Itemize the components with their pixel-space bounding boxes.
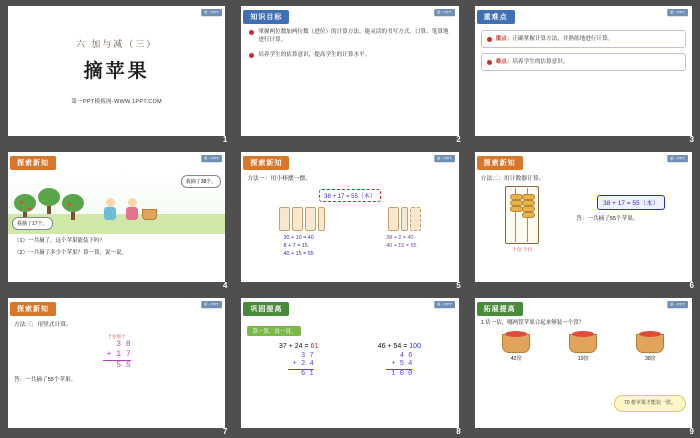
basket-label: 38筐	[644, 355, 656, 362]
section-tab: 探索新知	[477, 156, 523, 170]
method-label: 方法一：用小棒摆一摆。	[247, 176, 312, 182]
slide-3	[475, 6, 692, 136]
section-tab: 探索新知	[10, 156, 56, 170]
slide-cell-9[interactable]	[467, 292, 700, 438]
answer-text: 答：一共摘了55个苹果。	[14, 377, 77, 383]
speech-bubble-right: 我摘了38个。	[181, 175, 222, 188]
abacus-illustration	[505, 186, 539, 244]
boy-body	[104, 207, 116, 220]
difficulty-label: 难点：	[495, 59, 513, 66]
addend-1: 4 6	[399, 352, 413, 360]
vertical-calculation	[103, 340, 131, 371]
abacus-label-tens: 十位	[512, 248, 522, 253]
slide-2	[241, 6, 458, 136]
apple-icon	[20, 201, 23, 204]
page-number: 1	[222, 135, 228, 144]
basket-icon	[142, 209, 157, 220]
slide-cell-8[interactable]	[233, 292, 466, 438]
vertical-calculation-left	[288, 352, 314, 378]
section-tab: 探索新知	[243, 156, 289, 170]
addend-2: + 1 7	[103, 350, 131, 361]
exercise-1-expr: 37 + 24 =	[279, 343, 309, 350]
basket-label: 19筐	[577, 355, 589, 362]
girl-head	[128, 198, 137, 207]
section-tab: 拓展提高	[477, 302, 523, 316]
slide-9	[475, 298, 692, 428]
slide-cell-4[interactable]	[0, 146, 233, 292]
slide-4	[8, 152, 225, 282]
slide-cell-3[interactable]	[467, 0, 700, 146]
key-point-label: 重点：	[495, 36, 513, 42]
slide-1	[8, 6, 225, 136]
speech-bubble-left: 我摘了17个。	[12, 217, 53, 230]
basket-item	[569, 334, 597, 362]
sticks-group-right	[388, 207, 421, 231]
calc-step: 40 + 15 = 55	[386, 243, 417, 250]
abacus-label-ones: 个位	[523, 248, 533, 253]
addend-1: 3 7	[301, 352, 314, 360]
apple-basket-icon	[636, 334, 664, 353]
hint-cloud: 70 框苹果才能装一筐。	[614, 395, 686, 412]
vertical-calculation-right	[386, 352, 412, 378]
section-tab: 巩固提高	[243, 302, 289, 316]
girl-body	[126, 207, 138, 220]
apple-icon	[28, 207, 31, 210]
calc-steps-left	[284, 234, 314, 258]
method-label: 方法三：用竖式计算。	[14, 322, 72, 328]
difficulty-text	[496, 58, 569, 66]
calc-step: 30 + 10 = 40	[283, 235, 314, 241]
page-number: 2	[456, 135, 461, 144]
basket-item	[502, 334, 530, 362]
stick-bundle	[279, 207, 290, 231]
objectives-list	[241, 24, 458, 59]
section-tab: 知识目标	[243, 10, 289, 24]
apple-icon	[68, 203, 71, 206]
sum: 6 1	[301, 369, 314, 378]
page-title: 摘苹果	[83, 61, 150, 82]
boy-figure	[104, 198, 116, 220]
source-line: 第一PPT模板网-WWW.1PPT.COM	[71, 99, 162, 105]
slide-8	[241, 298, 458, 428]
watermark: 第一PPT	[434, 301, 455, 308]
tree-crown	[62, 194, 84, 212]
page-number: 8	[456, 427, 461, 436]
exercise-1-answer: 61	[310, 343, 319, 350]
difficulty-body: 培养学生的估算意识。	[512, 59, 569, 66]
tree-icon	[62, 194, 84, 220]
key-point-text	[496, 35, 614, 43]
slide-cell-2[interactable]	[233, 0, 466, 146]
watermark: 第一PPT	[667, 301, 688, 308]
key-point-box	[481, 30, 686, 48]
method-label: 方法二：用计数器计算。	[480, 176, 545, 182]
girl-figure	[126, 198, 138, 220]
exercise-2-expr: 46 + 54 =	[377, 343, 408, 350]
key-point-body: 正确掌握计算方法，并熟练地进行计算。	[512, 36, 614, 42]
calc-step: 40 + 15 = 55	[283, 251, 314, 258]
slide-cell-6[interactable]	[467, 146, 700, 292]
section-tab: 重难点	[477, 10, 515, 24]
calc-step: 38 + 2 = 40	[386, 235, 414, 241]
page-number: 3	[689, 135, 694, 144]
boy-head	[106, 198, 115, 207]
section-tab: 探索新知	[10, 302, 56, 316]
stick-bundle	[305, 207, 316, 231]
equation-display: 38 + 17 = 55（本）	[319, 189, 381, 202]
list-item	[249, 28, 450, 45]
calc-step: 8 + 7 = 15	[283, 243, 308, 250]
tree-trunk	[47, 206, 51, 214]
page-number: 9	[689, 427, 694, 436]
stick-bundle	[292, 207, 303, 231]
calc-steps-right	[386, 234, 416, 258]
watermark: 第一PPT	[667, 9, 688, 16]
loose-sticks	[401, 207, 408, 231]
carry-note: 个位进十	[107, 334, 126, 339]
slide-6	[475, 152, 692, 282]
exercise-1	[279, 343, 318, 350]
bullet-dot-icon	[249, 53, 254, 58]
watermark: 第一PPT	[201, 155, 222, 162]
bullet-dot-icon	[249, 30, 254, 35]
watermark: 第一PPT	[667, 155, 688, 162]
page-number: 5	[456, 281, 461, 290]
question-1: （1）一共摘了，这个苹果能装下吗？	[14, 238, 106, 244]
addend-1: 3 8	[116, 340, 131, 349]
answer-text: 答：一共摘了55个苹果。	[576, 216, 639, 222]
exercise-2	[378, 343, 421, 350]
basket-group	[475, 328, 692, 362]
addend-2: + 5 4	[386, 360, 412, 369]
basket-item	[636, 334, 664, 362]
slide-7	[8, 298, 225, 428]
apple-basket-icon	[502, 334, 530, 353]
stick-bundle	[388, 207, 399, 231]
page-number: 7	[222, 427, 228, 436]
bullet-dot-icon	[487, 60, 492, 65]
basket-label: 42筐	[510, 355, 522, 362]
tree-crown	[14, 194, 36, 212]
exercise-2-answer: 100	[409, 343, 421, 350]
page-number: 6	[689, 281, 694, 290]
loose-sticks	[318, 207, 325, 231]
question-2: （2）一共摘了多少个苹果？算一算，说一说。	[14, 249, 128, 256]
list-item	[249, 51, 450, 59]
watermark: 第一PPT	[434, 9, 455, 16]
difficulty-box	[481, 53, 686, 71]
objective-text: 培养学生的估算意识，提高学生的计算水平。	[258, 51, 371, 58]
unit-title: 六 加与减（三）	[76, 39, 158, 49]
question-text: 1.估一估，哪两筐苹果合起来够装一个筐？	[480, 320, 585, 326]
tree-crown	[38, 188, 60, 206]
equation-display: 38 + 17 = 55（本）	[597, 195, 665, 210]
bullet-dot-icon	[487, 37, 492, 42]
tree-trunk	[71, 212, 75, 220]
slide-cell-7[interactable]	[0, 292, 233, 438]
sticks-group-left	[279, 207, 325, 231]
watermark: 第一PPT	[434, 155, 455, 162]
sum: 5 5	[116, 361, 131, 370]
stick-bundle-dashed	[410, 207, 421, 231]
slide-cell-5[interactable]	[233, 146, 466, 292]
watermark: 第一PPT	[201, 301, 222, 308]
tree-icon	[38, 188, 60, 214]
sum: 1 0 0	[391, 369, 413, 378]
instruction-flag: 算一算，说一说。	[247, 326, 301, 336]
addend-2: + 2 4	[288, 360, 314, 369]
objective-text: 掌握两位数加两位数（进位）的计算方法。能灵活的书写方式、口算、笔算地进行计算。	[258, 29, 449, 44]
orchard-illustration	[8, 172, 225, 234]
watermark: 第一PPT	[201, 9, 222, 16]
apple-basket-icon	[569, 334, 597, 353]
slide-5	[241, 152, 458, 282]
slide-cell-1[interactable]	[0, 0, 233, 146]
abacus-bead	[522, 212, 535, 218]
page-number: 4	[222, 281, 228, 290]
